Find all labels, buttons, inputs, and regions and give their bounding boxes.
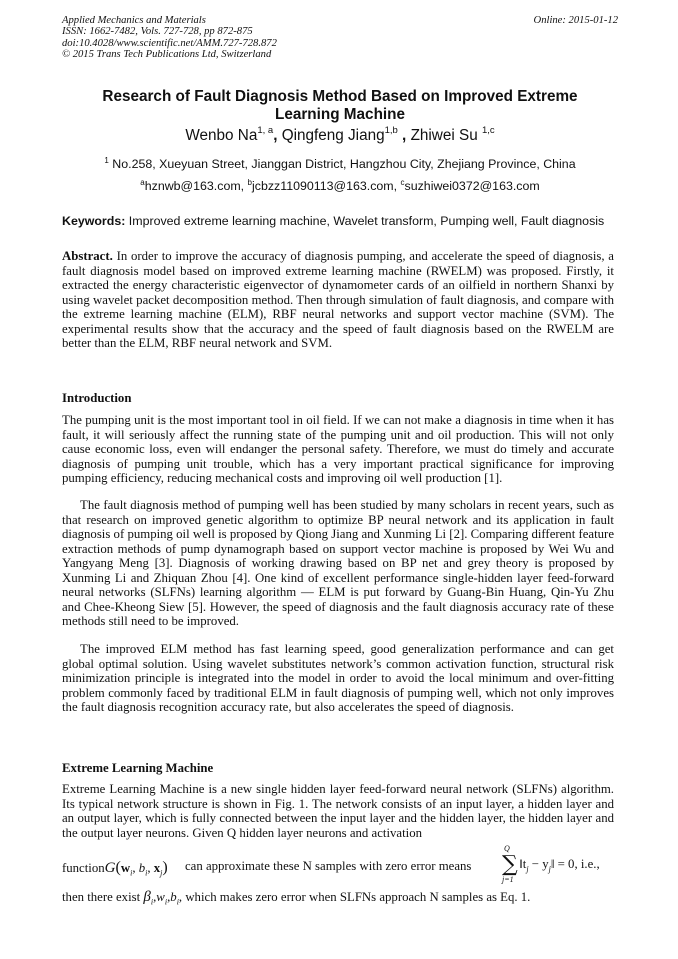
formula-equals: ‖ = 0	[550, 856, 575, 871]
author-sup: 1,c	[481, 125, 495, 136]
paper-title-line1: Research of Fault Diagnosis Method Based on Improved Extreme	[102, 88, 578, 105]
paper-title	[62, 88, 618, 124]
keywords	[62, 214, 618, 229]
formula-sub: i	[164, 897, 168, 907]
journal-header	[62, 15, 618, 61]
section-heading-introduction: Introduction	[62, 391, 132, 405]
email-link[interactable]: hznwb@163.com,	[144, 179, 248, 193]
formula-b: b	[138, 861, 146, 875]
journal-copyright: © 2015 Trans Tech Publications Ltd, Switzerland	[62, 49, 272, 61]
formula-line-1: $functionG(w_i$, $b_i$, $x_j$) can approximate these N samples with zero error means Q ∑ j=1 $‖t_j$ − $y_j‖ = 0$, i.e.,	[62, 844, 600, 884]
intro-paragraph-3: The improved ELM method has fast learning speed, good generalization performance and can get global optimal solution. Using wavelet substitutes network’s common activation function, structural risk minimization principle is integrated into the model in order to avoid the local minimum and over-fitting problem commonly faced by traditional ELM in fault diagnosis of pumping well, which not only improves the fault diagnosis recognition accuracy rate, but also accelerates the speed of diagnosis.	[62, 642, 614, 714]
formula-beta: β	[143, 889, 151, 905]
abstract	[62, 249, 614, 351]
formula-then-post: , which makes zero error when SLFNs approach N samples as Eq. 1.	[178, 890, 531, 904]
formula-wi: w	[156, 890, 165, 904]
affiliation-text: No.258, Xueyuan Street, Jianggan District, Hangzhou City, Zhejiang Province, China	[112, 157, 576, 171]
author-list: Wenbo Na$^{1, a}$, Qingfeng Jiang$^{1,b}$ , Zhiwei Su $^{1,c}$	[185, 125, 495, 144]
formula-sum	[502, 844, 600, 884]
author-sup: 1, a	[257, 125, 274, 136]
formula-sub: i	[176, 897, 179, 907]
author-sup: 1,b	[384, 125, 398, 136]
formula-G: G	[104, 860, 116, 876]
email-link[interactable]: jcbzz11090113@163.com,	[252, 179, 401, 193]
journal-issn: ISSN: 1662-7482, Vols. 727-728, pp 872-875	[62, 26, 253, 38]
formula-sub: j	[526, 864, 529, 874]
keywords-label: Keywords:	[62, 214, 126, 228]
email-sup: a	[140, 178, 145, 187]
intro-paragraph-1: The pumping unit is the most important tool in oil field. If we can not make a diagnosis in time when it has fault, it will seriously affect the running state of the pumping unit and oil production. This will not only cause economic loss, even will endanger the personal safety. Therefore, we must do timely and accurate diagnosis of pumping unit trouble, which has a very important practical significance for improving pumping efficiency, reducing mechanical costs and improving oil well production [1].	[62, 413, 614, 485]
affiliation-sup: 1	[104, 156, 109, 165]
formula-bi: b	[170, 890, 177, 904]
elm-paragraph-1: Extreme Learning Machine is a new single hidden layer feed-forward neural network (SLFNs) algorithm. Its typical network structure is shown in Fig. 1. The network consists of an input layer, a hidden layer and an output layer, which is fully connected between the input layer and the hidden layer, the hidden layer and the output layer neurons. Given Q hidden layer neurons and activation	[62, 782, 614, 840]
author-name: Wenbo Na	[185, 127, 258, 144]
abstract-label: Abstract.	[62, 249, 113, 263]
journal-name: Applied Mechanics and Materials	[62, 15, 206, 26]
author-name: Qingfeng Jiang	[281, 127, 385, 144]
keywords-text: Improved extreme learning machine, Wavelet transform, Pumping well, Fault diagnosis	[125, 214, 605, 228]
paper-title-line2: Learning Machine	[274, 106, 406, 123]
formula-sub: i	[145, 868, 148, 878]
formula-sub: j	[548, 864, 551, 874]
sum-symbol: Q ∑ j=1	[502, 844, 518, 884]
intro-paragraph-2: The fault diagnosis method of pumping well has been studied by many scholars in recent years, such as that research on improved genetic algorithm to optimize BP neural network and its application in fault diagnosis of pumping oil well is proposed by Qiong Jiang and Xunming Li [2]. Comparing different feature extraction methods of pump dynamograph based on support vector machine is proposed by Wei Wu and Yangyang Meng [3]. Diagnosis of working drawing based on BP net and grey theory is proposed by Xunming Li and Zhiquan Zhou [4]. One kind of excellent performance single-hidden layer feed-forward neural networks (SLFNs) learning algorithm — ELM is put forward by Guang-Bin Huang, Qin-Yu Zhu and Chee-Kheong Siew [5]. However, the speed of diagnosis and the fault diagnosis accuracy rate of these methods still need to be improved.	[62, 498, 614, 628]
online-date: Online: 2015-01-12	[533, 15, 618, 26]
email-list	[62, 179, 618, 194]
formula-sub: i	[150, 897, 154, 907]
sum-lower: j=1	[502, 875, 514, 884]
formula-sub: j	[160, 868, 163, 878]
formula-minus: − y	[528, 856, 549, 871]
sum-upper: Q	[504, 844, 510, 853]
formula-ie: , i.e.,	[574, 856, 600, 871]
email-sup: c	[400, 178, 405, 187]
formula-w: w	[120, 861, 131, 875]
journal-doi: doi:10.4028/www.scientific.net/AMM.727-728.872	[62, 37, 277, 49]
formula-middle-text: can approximate these N samples with zero error means	[185, 859, 472, 873]
email-link[interactable]: suzhiwei0372@163.com	[404, 179, 540, 193]
formula-function-word: function	[62, 861, 105, 875]
formula-norm: ‖t	[519, 856, 527, 871]
email-sup: b	[247, 178, 252, 187]
section-heading-elm: Extreme Learning Machine	[62, 761, 214, 775]
formula-then-text: then there exist	[62, 890, 144, 904]
formula-sub: i	[130, 868, 133, 878]
formula-x: x	[153, 861, 161, 875]
affiliation	[62, 157, 618, 172]
author-name: Zhiwei Su	[410, 127, 478, 144]
abstract-text: In order to improve the accuracy of diagnosis pumping, and accelerate the speed of diagnosis, a fault diagnosis model based on improved extreme learning machine (RWELM) was proposed. Firstly, it extracted the energy characteristic eigenvector of dynamometer cards of an oilfield in northern Shanxi by using wavelet packet decomposition method. Then through simulation of fault diagnosis, and compare with the extreme learning machine (ELM), RBF neural networks and support vector machine (SVM). The experimental results show that the accuracy and the speed of fault diagnosis based on the RWELM are better than the ELM, RBF neural network and SVM.	[62, 249, 614, 350]
formula-line-2: then there exist $\beta_i,w_i,b_i$, which makes zero error when SLFNs approach N samples as Eq. 1.	[62, 889, 531, 907]
